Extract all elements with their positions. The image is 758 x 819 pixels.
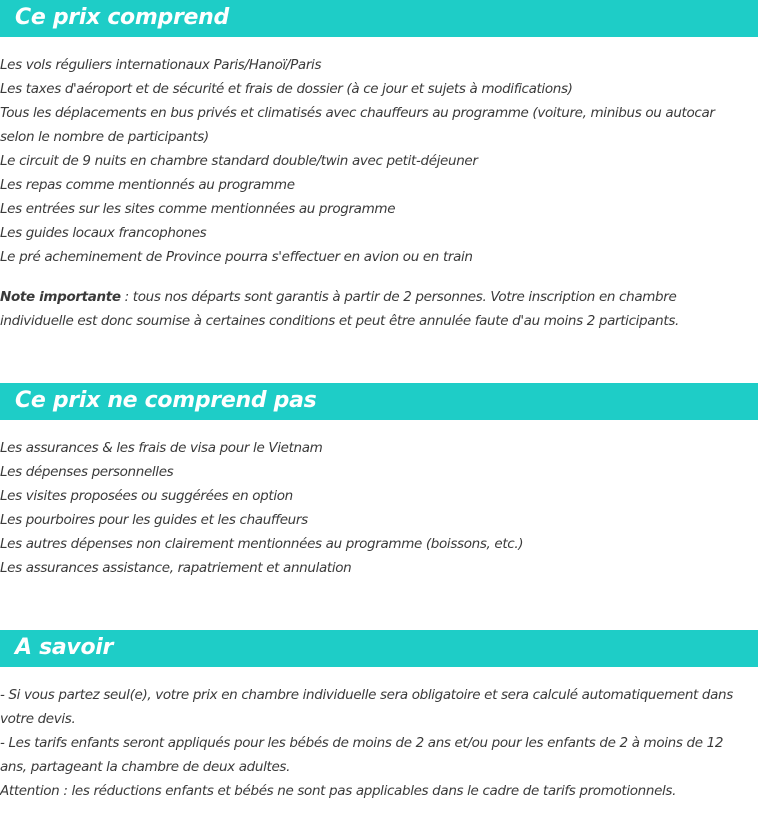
list-item: Les autres dépenses non clairement mentionnées au programme (boissons, etc.) xyxy=(0,536,524,552)
section-title-info: A savoir xyxy=(15,635,114,660)
section-header-info xyxy=(0,630,758,667)
list-item: Les repas comme mentionnés au programme xyxy=(0,177,295,193)
important-note xyxy=(0,285,752,333)
list-item: Les vols réguliers internationaux Paris/Hanoï/Paris xyxy=(0,57,322,73)
section-header-excludes xyxy=(0,383,758,420)
list-item: Les entrées sur les sites comme mentionnées au programme xyxy=(0,201,396,217)
list-item: Tous les déplacements en bus privés et climatisés avec chauffeurs au programme (voiture, minibus ou autocar selon le nombre de participants) xyxy=(0,105,715,145)
section-header-includes xyxy=(0,0,758,37)
list-item: Les taxes d'aéroport et de sécurité et frais de dossier (à ce jour et sujets à modifications) xyxy=(0,81,573,97)
list-item: - Les tarifs enfants seront appliqués pour les bébés de moins de 2 ans et/ou pour les enfants de 2 à moins de 12 ans, partageant la chambre de deux adultes. xyxy=(0,735,724,775)
excludes-list xyxy=(0,436,752,580)
list-item: Les pourboires pour les guides et les chauffeurs xyxy=(0,512,308,528)
list-item: Les assurances assistance, rapatriement et annulation xyxy=(0,560,352,576)
note-text: : tous nos départs sont garantis à partir de 2 personnes. Votre inscription en chambre individuelle est donc soumise à certaines conditions et peut être annulée faute d'au moins 2 participants. xyxy=(0,289,679,329)
section-title-includes: Ce prix comprend xyxy=(15,5,229,30)
info-list xyxy=(0,683,752,803)
note-label: Note importante xyxy=(0,289,121,305)
list-item: - Si vous partez seul(e), votre prix en chambre individuelle sera obligatoire et sera calculé automatiquement dans votre devis. xyxy=(0,687,733,727)
section-title-excludes: Ce prix ne comprend pas xyxy=(15,388,317,413)
list-item: Les guides locaux francophones xyxy=(0,225,207,241)
list-item: Les dépenses personnelles xyxy=(0,464,174,480)
list-item: Les visites proposées ou suggérées en option xyxy=(0,488,293,504)
list-item: Attention : les réductions enfants et bébés ne sont pas applicables dans le cadre de tarifs promotionnels. xyxy=(0,783,677,799)
list-item: Le circuit de 9 nuits en chambre standard double/twin avec petit-déjeuner xyxy=(0,153,478,169)
list-item: Le pré acheminement de Province pourra s'effectuer en avion ou en train xyxy=(0,249,473,265)
includes-list xyxy=(0,53,752,269)
list-item: Les assurances & les frais de visa pour le Vietnam xyxy=(0,440,323,456)
